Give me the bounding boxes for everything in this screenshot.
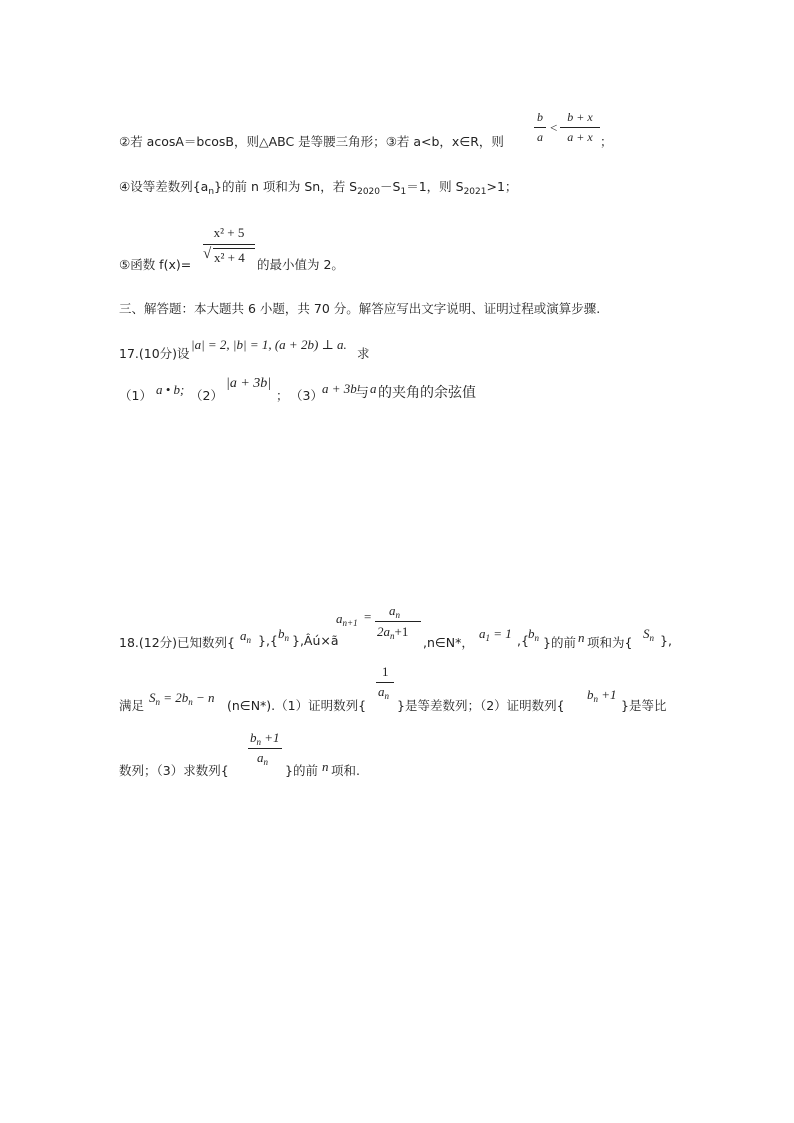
item2-end: ； bbox=[600, 134, 613, 149]
subscript: 2021 bbox=[463, 187, 487, 197]
fraction-bar bbox=[534, 127, 546, 128]
q17-part1-expr: a • b; bbox=[156, 382, 185, 397]
q18-garbled: },Âú×ã bbox=[292, 633, 339, 648]
item4-text: －S bbox=[380, 179, 401, 194]
q18-text: ,{ bbox=[517, 633, 529, 648]
q17-part1-label: （1） bbox=[119, 388, 152, 403]
section-heading: 三、解答题：本大题共 6 小题，共 70 分。解答应写出文字说明、证明过程或演算步骤. bbox=[119, 301, 601, 316]
item4-text: }的前 n 项和为 Sn，若 S bbox=[214, 179, 358, 194]
var-a: a bbox=[336, 611, 343, 626]
var-a: a bbox=[240, 628, 247, 643]
fraction-bar bbox=[248, 748, 282, 749]
subscript: 1 bbox=[400, 187, 407, 197]
frac-den-wrap bbox=[534, 130, 546, 145]
var-a: a bbox=[389, 603, 396, 618]
q17-part3-mid: 与 bbox=[355, 385, 369, 401]
frac-num: b + x bbox=[567, 110, 593, 124]
den-tail: +1 bbox=[394, 624, 409, 639]
q18-text: }, bbox=[660, 633, 672, 648]
bn-plus-one: $b_n +1$ bbox=[587, 687, 617, 704]
subscript: n+1 bbox=[342, 618, 358, 628]
q18-text: 项和为{ bbox=[587, 635, 633, 650]
initial-value bbox=[479, 626, 512, 643]
recurrence-den: $2a_n+1$ bbox=[377, 624, 409, 641]
q18-text: }是等比 bbox=[621, 698, 667, 713]
a1-value: = 1 bbox=[490, 626, 512, 641]
q18-text: },{ bbox=[258, 633, 278, 648]
q18-n-in-N: ,n∈N*， bbox=[423, 635, 474, 650]
q18-text: 数列；（3）求数列{ bbox=[119, 763, 229, 778]
item-4 bbox=[119, 177, 517, 197]
frac3-den: $a_n$ bbox=[257, 750, 268, 767]
item2-text: ②若 acosA＝bcosB，则△ABC 是等腰三角形；③若 a<b，x∈R，则 bbox=[119, 134, 504, 149]
recurrence-num: $a_n$ bbox=[389, 603, 400, 620]
q18-label: 18.(12分)已知数列{ bbox=[119, 635, 235, 650]
item5-prefix: ⑤函数 f(x)= bbox=[119, 257, 192, 272]
subscript: n bbox=[208, 187, 215, 197]
q18-text: }的前 bbox=[285, 763, 318, 778]
item4-text: ④设等差数列{a bbox=[119, 179, 209, 194]
q17-part2-label: （2） bbox=[190, 388, 223, 403]
sqrt-bar bbox=[213, 248, 255, 249]
var-n: n bbox=[322, 759, 329, 774]
subscript: 2020 bbox=[357, 187, 381, 197]
q17-part3-a: a bbox=[370, 381, 377, 396]
seq-b: $b_n$ bbox=[278, 626, 289, 643]
var-a: a bbox=[378, 684, 385, 699]
fraction-bar bbox=[376, 682, 394, 683]
frac-den: a bbox=[537, 130, 543, 144]
q17-ask: 求 bbox=[357, 346, 370, 361]
q17-part2-end: ； bbox=[276, 388, 289, 403]
sqrt-icon: √ bbox=[203, 246, 212, 262]
frac-den: a + x bbox=[567, 130, 593, 144]
frac-numerator bbox=[203, 225, 255, 241]
subscript: 1 bbox=[485, 633, 490, 643]
frac-bx-over-ax bbox=[560, 110, 600, 125]
item4-text: >1； bbox=[486, 179, 518, 194]
sqrt-radicand: x² + 4 bbox=[214, 250, 245, 265]
eq-part: − n bbox=[196, 690, 215, 705]
frac-den-wrap bbox=[560, 130, 600, 145]
seq-S: $S_n$ bbox=[643, 626, 654, 643]
frac-an: $a_n$ bbox=[378, 684, 389, 701]
frac3-num: $b_n +1$ bbox=[250, 730, 280, 747]
equals-sign: = bbox=[364, 609, 372, 624]
fraction-bar bbox=[560, 127, 600, 128]
fraction-bar bbox=[375, 621, 421, 622]
q18-text: }是等差数列；（2）证明数列{ bbox=[397, 698, 565, 713]
frac-b-over-a bbox=[534, 110, 546, 125]
q18-text: 满足 bbox=[119, 698, 145, 713]
eq-part: = 2b bbox=[163, 690, 189, 705]
item5-suffix: 的最小值为 2。 bbox=[257, 257, 344, 272]
q18-text: (n∈N*).（1）证明数列{ bbox=[227, 698, 367, 713]
var-S: S bbox=[643, 626, 650, 641]
q17-label: 17.(10分)设 bbox=[119, 346, 190, 361]
Sn-equation: $S_n = 2b_n - n$ bbox=[149, 690, 215, 707]
plus-one: +1 bbox=[601, 687, 617, 702]
seq-b: $b_n$ bbox=[528, 626, 539, 643]
q17-part3-end: 的夹角的余弦值 bbox=[378, 385, 476, 401]
plus-one: +1 bbox=[264, 730, 280, 745]
var-b: b bbox=[528, 626, 535, 641]
recurrence-lhs bbox=[336, 611, 358, 628]
q18-text: }的前 bbox=[543, 635, 576, 650]
q17-part2-expr: |a + 3b| bbox=[226, 376, 272, 391]
q17-part3-label: （3） bbox=[290, 388, 323, 403]
var-a: a bbox=[479, 626, 486, 641]
item4-text: ＝1，则 S bbox=[406, 179, 464, 194]
var-n: n bbox=[578, 630, 585, 645]
fraction-bar bbox=[203, 244, 255, 245]
frac-num: b bbox=[537, 110, 543, 124]
q18-text: 项和. bbox=[331, 763, 360, 778]
var-b: b bbox=[278, 626, 285, 641]
den-2a: 2a bbox=[377, 624, 390, 639]
frac-num: x² + 5 bbox=[213, 225, 245, 240]
frac-one: 1 bbox=[382, 664, 389, 679]
q17-condition: |a| = 2, |b| = 1, (a + 2b) ⊥ a. bbox=[191, 337, 347, 352]
less-than-sign: < bbox=[550, 120, 558, 135]
q17-part3-expr: a + 3b bbox=[322, 381, 357, 396]
seq-a: $a_n$ bbox=[240, 628, 251, 645]
